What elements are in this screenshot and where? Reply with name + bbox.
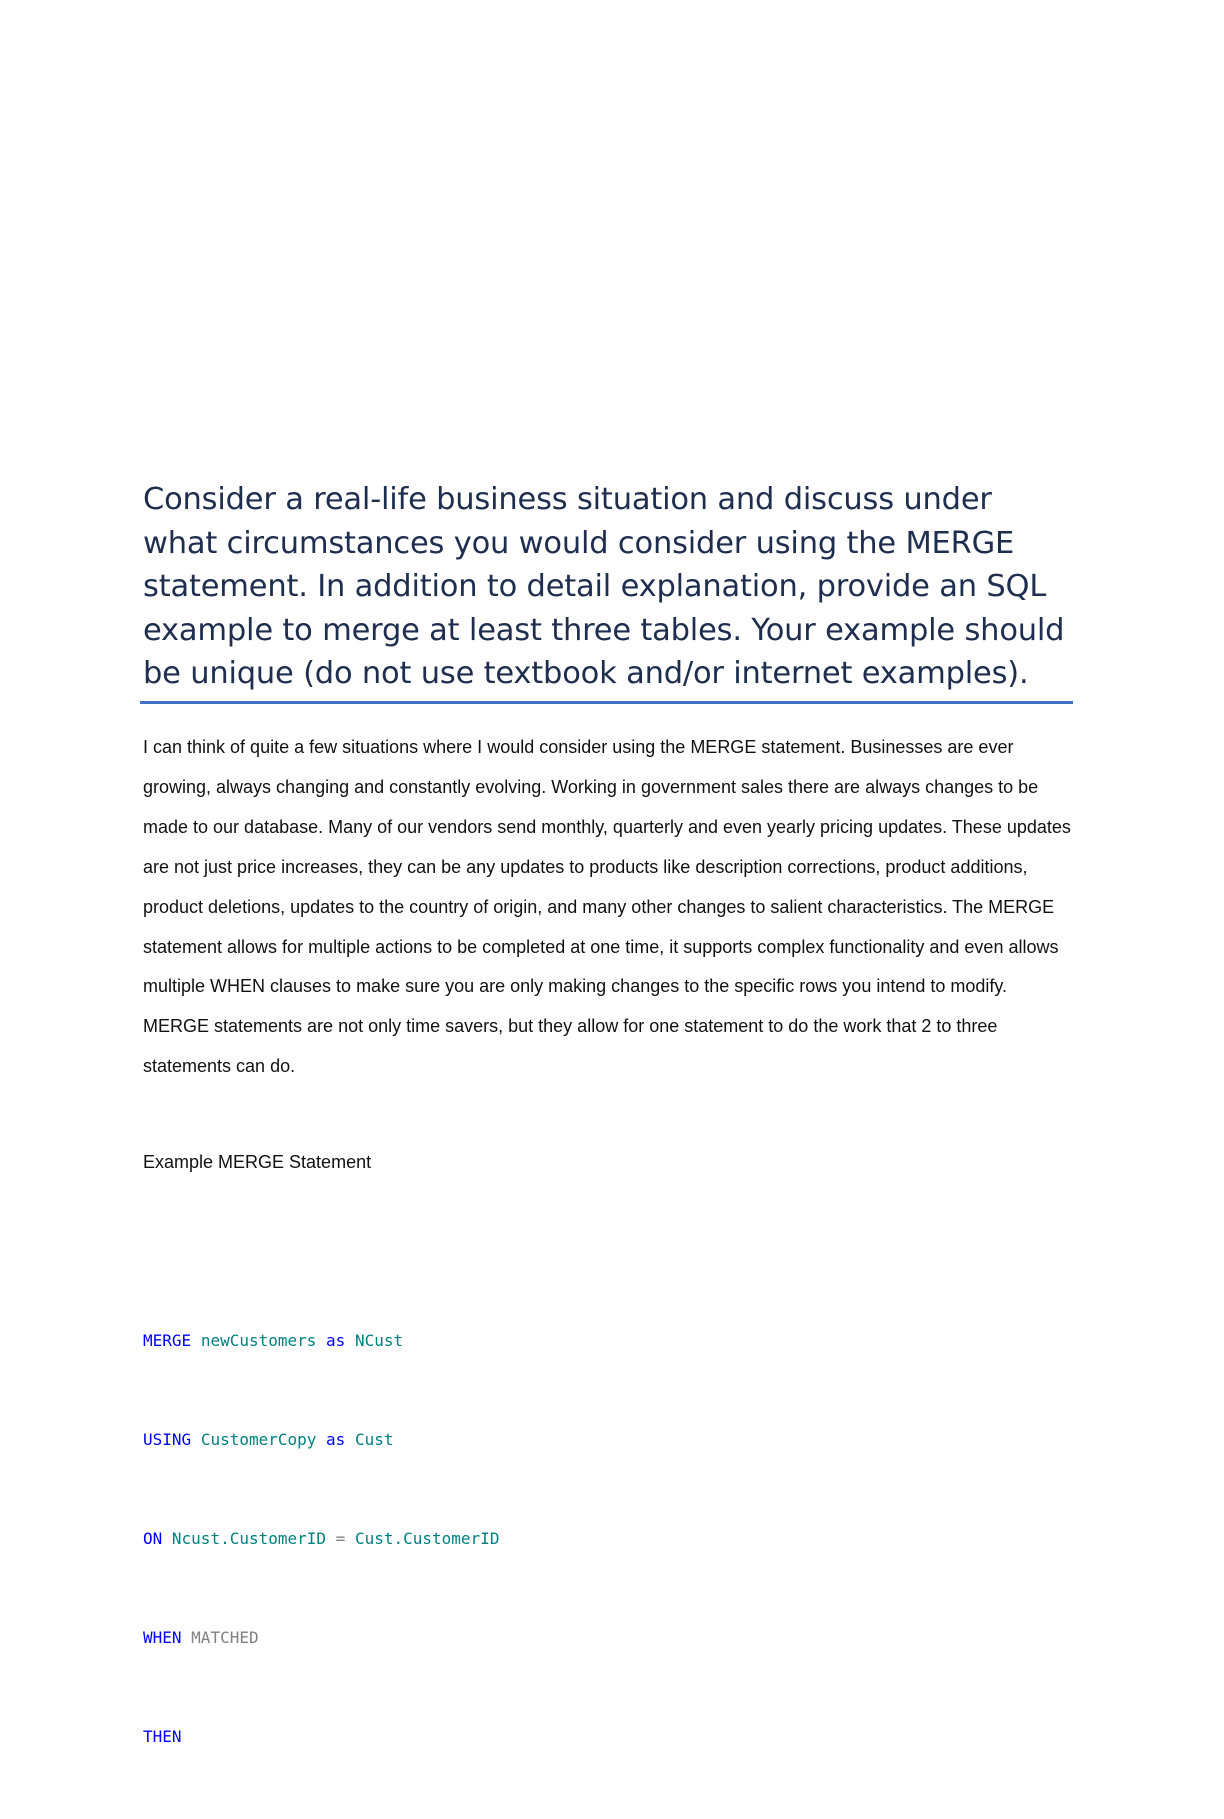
sql-keyword: as [326,1430,346,1449]
sql-keyword: ON [143,1529,163,1548]
sql-keyword: MERGE [143,1331,192,1350]
sql-identifier: Ncust.CustomerID [171,1529,327,1548]
sql-matched-keyword: MATCHED [191,1628,259,1647]
sql-identifier: CustomerCopy [200,1430,317,1449]
page-title: Consider a real-life business situation and discuss under what circumstances you would consider using the MERGE statement. In addition to detail explanation, provide an SQL example to merge at least three tables. Your example should be unique (do not use textbook and/or internet examples). [143,482,1065,692]
heading-block [143,478,1073,696]
sql-identifier: newCustomers [200,1331,317,1350]
sql-keyword: WHEN [143,1628,182,1647]
sql-identifier: Cust [354,1430,394,1449]
code-line-on [143,1522,499,1555]
sql-identifier: NCust [354,1331,404,1350]
code-line-merge [143,1324,499,1357]
code-line-then [143,1720,499,1753]
code-line-when [143,1621,499,1654]
body-paragraph: I can think of quite a few situations where I would consider using the MERGE statement. Businesses are ever growing, always changing and constantly evolving. Working in government sales there are always changes to be made to our database. Many of our vendors send monthly, quarterly and even yearly pricing updates. These updates are not just price increases, they can be any updates to products like description corrections, product additions, product deletions, updates to the country of origin, and many other changes to salient characteristics. The MERGE statement allows for multiple actions to be completed at one time, it supports complex functionality and even allows multiple WHEN clauses to make sure you are only making changes to the specific rows you intend to modify. MERGE statements are not only time savers, but they allow for one statement to do the work that 2 to three statements can do. [143,737,1071,1077]
sql-operator: = [335,1529,346,1548]
sql-keyword: as [326,1331,346,1350]
sql-identifier: Cust.CustomerID [354,1529,500,1548]
example-caption: Example MERGE Statement [143,1152,372,1172]
heading-underline [140,701,1073,704]
code-line-using [143,1423,499,1456]
sql-keyword: THEN [143,1727,182,1746]
sql-keyword: USING [143,1430,192,1449]
sql-code-block [143,1258,499,1819]
